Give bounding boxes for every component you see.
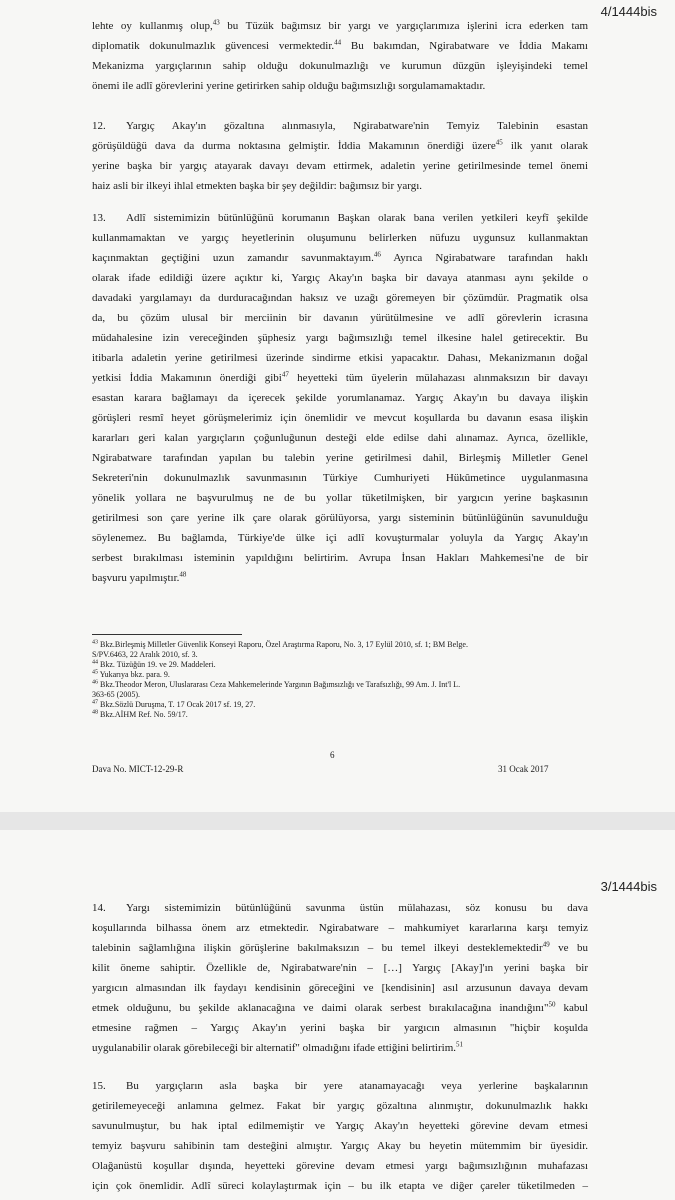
text-line bbox=[92, 1096, 588, 1116]
line-text: ve bu bbox=[549, 942, 588, 954]
footnote bbox=[92, 640, 592, 650]
text-line bbox=[92, 116, 588, 136]
text-line bbox=[92, 348, 588, 368]
footnote-ref[interactable]: 51 bbox=[456, 1040, 464, 1049]
footnote-ref[interactable]: 48 bbox=[179, 570, 187, 579]
footnote-text: 363-65 (2005). bbox=[92, 690, 140, 699]
text-line bbox=[92, 308, 588, 328]
line-text: lehte oy kullanmış olup, bbox=[92, 20, 213, 32]
line-text: için çok önemlidir. Adlî süreci kolaylaştırmak için – bu ilk etapta ve diğer çareler tüketilmeden – bbox=[92, 1180, 588, 1192]
text-line bbox=[92, 136, 588, 156]
paragraph-number: 15. bbox=[92, 1080, 106, 1092]
text-line bbox=[92, 268, 588, 288]
line-text: Adlî sistemimizin bütünlüğünü korumanın Başkan olarak bana verilen yetkileri keyfî şekilde bbox=[126, 212, 588, 224]
line-text: Bu yargıçların asla başka bir yere atanamayacağı veya yerlerine başkalarının bbox=[126, 1080, 588, 1092]
line-text: Mekanizma yargıçlarının sahip olduğu dokunulmazlığı ve kurumun düzgün işleyişindeki temel bbox=[92, 60, 588, 72]
line-text: heyetteki tüm üyelerin mülahazası alınmaksızın bir davayı bbox=[288, 372, 588, 384]
paragraph-14 bbox=[92, 898, 588, 1058]
line-text: ilk yanıt olarak bbox=[502, 140, 588, 152]
footnote bbox=[92, 700, 592, 710]
line-text: görüşleri resmî heyet görüşmelerimiz için önemlidir ve mevcut koşullarda bu davanın esasa ilişkin bbox=[92, 412, 588, 424]
text-line bbox=[92, 56, 588, 76]
text-line bbox=[92, 328, 588, 348]
line-text: Olağanüstü koşullar dışında, heyetteki görevine devam etmesi yargı bağımsızlığının muhafazası bbox=[92, 1160, 588, 1172]
footnote-divider bbox=[92, 634, 242, 635]
text-line bbox=[92, 548, 588, 568]
footnote bbox=[92, 710, 592, 720]
paragraph-15 bbox=[92, 1076, 588, 1196]
line-text: savunulmuştur, bu hak iptal edilmemiştir ve Yargıç Akay'ın heyetteki görevine devam etmesi bbox=[92, 1120, 588, 1132]
line-text: etmesine rağmen – Yargıç Akay'ın yerini başka bir yargıcın almasının "hiçbir koşulda bbox=[92, 1022, 588, 1034]
line-text: temyiz başvuru sahibinin tam desteğini almıştır. Yargıç Akay bu heyetin mütemmim bir üyesidir. bbox=[92, 1140, 588, 1152]
line-text: getirilmesi son çare yerine ilk çare olarak görülüyorsa, yargı sisteminin bütünlüğünün savunulduğu bbox=[92, 512, 588, 524]
footnote-ref[interactable]: 43 bbox=[212, 18, 220, 27]
footnote-text: Bkz.AİHM Ref. No. 59/17. bbox=[100, 710, 188, 719]
text-line bbox=[92, 468, 588, 488]
line-text: davadaki yargılamayı da durduracağından haksız ve uzağı göremeyen bir çözümdür. Pragmatik olsa bbox=[92, 292, 588, 304]
text-line bbox=[92, 1018, 588, 1038]
text-line bbox=[92, 958, 588, 978]
text-line bbox=[92, 288, 588, 308]
text-line bbox=[92, 408, 588, 428]
line-text: Yargıç Akay'ın gözaltına alınmasıyla, Ngirabatware'nin Temyiz Talebinin esastan bbox=[126, 120, 588, 132]
text-line bbox=[92, 16, 588, 36]
footnote bbox=[92, 650, 592, 660]
footnote bbox=[92, 680, 592, 690]
paragraph-number: 13. bbox=[92, 212, 106, 224]
line-text: talebinin sağlamlığına ilişkin görüşlerine bakılmaksızın – bu temel ilkeyi desteklemektedir bbox=[92, 942, 543, 954]
line-text: getirilemeyeceği anlamına gelmez. Fakat bir yargıç gözaltına alınmıştır, dokunulmazlık hakkı bbox=[92, 1100, 588, 1112]
line-text: da, bu çözüm ulusal bir merciinin bir davanın yürütülmesine ve adlî görevlerin icrasına bbox=[92, 312, 588, 324]
footer-case-number: Dava No. MICT-12-29-R bbox=[92, 764, 184, 774]
footnote bbox=[92, 690, 592, 700]
document-page-2 bbox=[0, 830, 675, 1200]
text-line bbox=[92, 176, 588, 196]
text-line bbox=[92, 1156, 588, 1176]
text-line bbox=[92, 208, 588, 228]
line-text: koşullarında bilhassa önem arz etmektedir. Ngirabatware – mahkumiyet kararlarına karşı temyiz bbox=[92, 922, 588, 934]
footer-date: 31 Ocak 2017 bbox=[498, 764, 549, 774]
line-text: yargıcın almasından ilk faydayı kendisinin göreceğini ve [kendisinin] asıl arzusunun davaya devam bbox=[92, 982, 588, 994]
line-text: uygulanabilir olarak görebileceği bir alternatif" olmadığını ifade ettiğini belirtirim. bbox=[92, 1042, 457, 1054]
line-text: kararları geri kalan yargıçların çoğunluğunun desteği elde edilse dahi alınamaz. Ayrıca, özellikle, bbox=[92, 432, 588, 444]
line-text: yerine başka bir yargıç atayarak davayı devam ettirmek, adaletin yerine getirilmesinde temel önemi bbox=[92, 160, 588, 172]
page-number: 6 bbox=[330, 750, 335, 760]
footnote-text: Bkz.Birleşmiş Milletler Güvenlik Konseyi Raporu, Özel Araştırma Raporu, No. 3, 17 Eylül 2010, sf. 1; BM Belge. bbox=[100, 640, 468, 649]
footnote-ref[interactable]: 47 bbox=[281, 370, 289, 379]
footnote-ref[interactable]: 50 bbox=[548, 1000, 556, 1009]
line-text: kullanmamaktan ve yargıç heyetlerinin oluşumunu belirlerken nüfuzu uygunsuz kullanmaktan bbox=[92, 232, 588, 244]
text-line bbox=[92, 156, 588, 176]
footnote bbox=[92, 660, 592, 670]
text-line bbox=[92, 1176, 588, 1196]
line-text: kilit öneme sahiptir. Özellikle de, Ngirabatware'nin – […] Yargıç [Akay]'ın yerini başka bir bbox=[92, 962, 588, 974]
line-text: görüşüldüğü dava da durma noktasına gelmiştir. İddia Makamının önerdiği üzere bbox=[92, 140, 496, 152]
text-line bbox=[92, 388, 588, 408]
paragraph-13 bbox=[92, 208, 588, 588]
line-text: Yargı sistemimizin bütünlüğünü savunma üstün mülahazası, söz konusu bu dava bbox=[126, 902, 588, 914]
text-line bbox=[92, 1116, 588, 1136]
line-text: Ayrıca Ngirabatware tarafından haklı bbox=[380, 252, 588, 264]
paragraph-12 bbox=[92, 116, 588, 196]
footnote-number: 43 bbox=[92, 639, 98, 646]
line-text: Sekreteri'nin dokunulmazlık savunmasının Türkiye Cumhuriyeti Hükûmetince uygulanmasına bbox=[92, 472, 588, 484]
line-text: bu Tüzük bağımsız bir yargı ve yargıçlarımıza işlerini icra ederken tam bbox=[219, 20, 589, 32]
footnote bbox=[92, 670, 592, 680]
text-line bbox=[92, 228, 588, 248]
line-text: yetkisi İddia Makamının önerdiği gibi bbox=[92, 372, 282, 384]
line-text: serbest bırakılması isteminin yapıldığını belirtirim. Avrupa İnsan Hakları Mahkemesi'ne de bir bbox=[92, 552, 588, 564]
footnote-text: Bkz. Tüzüğün 19. ve 29. Maddeleri. bbox=[100, 660, 216, 669]
text-line bbox=[92, 488, 588, 508]
line-text: kabul bbox=[555, 1002, 588, 1014]
line-text: etmek olduğunu, bu şekilde aklanacağına ve daimi olarak serbest bırakılacağına inandığını" bbox=[92, 1002, 549, 1014]
line-text: olarak ifade edildiği üzere açıktır ki, Yargıç Akay'ın başka bir davaya atanması aynı şekilde o bbox=[92, 272, 588, 284]
footnotes bbox=[92, 640, 592, 720]
footnote-ref[interactable]: 46 bbox=[373, 250, 381, 259]
footnote-text: S/PV.6463, 22 Aralık 2010, sf. 3. bbox=[92, 650, 198, 659]
footnote-number: 48 bbox=[92, 709, 98, 716]
line-text: yönelik yollara ne başvurulmuş ne de bu yollar tüketilmişken, bir yargıcın yerine başkasının bbox=[92, 492, 588, 504]
footnote-text: Bkz.Theodor Meron, Uluslararası Ceza Mahkemelerinde Yargının Bağımsızlığı ve Tarafsızlığı, 99 Am. J. Int'l L. bbox=[100, 680, 461, 689]
text-line bbox=[92, 918, 588, 938]
text-line bbox=[92, 368, 588, 388]
text-line bbox=[92, 998, 588, 1018]
footnote-number: 47 bbox=[92, 699, 98, 706]
text-line bbox=[92, 508, 588, 528]
text-line bbox=[92, 528, 588, 548]
text-line bbox=[92, 978, 588, 998]
paragraph-number: 12. bbox=[92, 120, 106, 132]
line-text: Ngirabatware tarafından yapılan bu talebin yerine getirilmesi dahil, Birleşmiş Milletler Genel bbox=[92, 452, 588, 464]
page-stamp: 3/1444bis bbox=[600, 879, 657, 894]
line-text: önemi ile adlî görevlerini yerine getirirken sahip olduğu bağımsızlığı sorgulamamaktadır. bbox=[92, 80, 486, 92]
line-text: müdahalesine izin vereceğinden şüphesiz yargı bağımsızlığı temel ilkesine halel getirecektir. Bu bbox=[92, 332, 588, 344]
text-line bbox=[92, 428, 588, 448]
text-line bbox=[92, 76, 588, 96]
footnote-ref[interactable]: 44 bbox=[334, 38, 342, 47]
text-line bbox=[92, 248, 588, 268]
text-line bbox=[92, 1136, 588, 1156]
text-line bbox=[92, 568, 588, 588]
page-gap bbox=[0, 812, 675, 830]
footnote-ref[interactable]: 45 bbox=[495, 138, 503, 147]
line-text: Bu bakımdan, Ngirabatware ve İddia Makamı bbox=[341, 40, 588, 52]
footnote-ref[interactable]: 49 bbox=[542, 940, 550, 949]
text-line bbox=[92, 1038, 588, 1058]
footnote-number: 44 bbox=[92, 659, 98, 666]
line-text: haiz asli bir ilkeyi ihlal etmekten başka bir şey değildir: bağımsız bir yargı. bbox=[92, 180, 423, 192]
text-line bbox=[92, 36, 588, 56]
line-text: söylenemez. Bu bağlamda, Türkiye'de ülke içi adlî kovuşturmalar yoluyla da Yargıç Akay'ın bbox=[92, 532, 588, 544]
footnote-number: 46 bbox=[92, 679, 98, 686]
line-text: itibarla adaletin yerine getirilmesi üzerinde sindirme etkisi yapacaktır. Dahası, Mekanizmanın doğal bbox=[92, 352, 588, 364]
line-text: başvuru yapılmıştır. bbox=[92, 572, 180, 584]
paragraph-number: 14. bbox=[92, 902, 106, 914]
line-text: esastan karara bağlamayı da içerecek şekilde yorumlanamaz. Yargıç Akay'ın bu davaya ilişkin bbox=[92, 392, 588, 404]
text-line bbox=[92, 898, 588, 918]
line-text: kaçınmaktan geçtiğini uzun zamandır savunmaktayım. bbox=[92, 252, 374, 264]
text-line bbox=[92, 448, 588, 468]
page-stamp: 4/1444bis bbox=[600, 4, 657, 19]
line-text: diplomatik dokunulmazlık güvencesi vermektedir. bbox=[92, 40, 335, 52]
footnote-text: Bkz.Sözlü Duruşma, T. 17 Ocak 2017 sf. 19, 27. bbox=[100, 700, 256, 709]
footnote-number: 45 bbox=[92, 669, 98, 676]
text-line bbox=[92, 938, 588, 958]
paragraph-continued bbox=[92, 16, 588, 96]
footnote-text: Yukarıya bkz. para. 9. bbox=[99, 670, 170, 679]
text-line bbox=[92, 1076, 588, 1096]
